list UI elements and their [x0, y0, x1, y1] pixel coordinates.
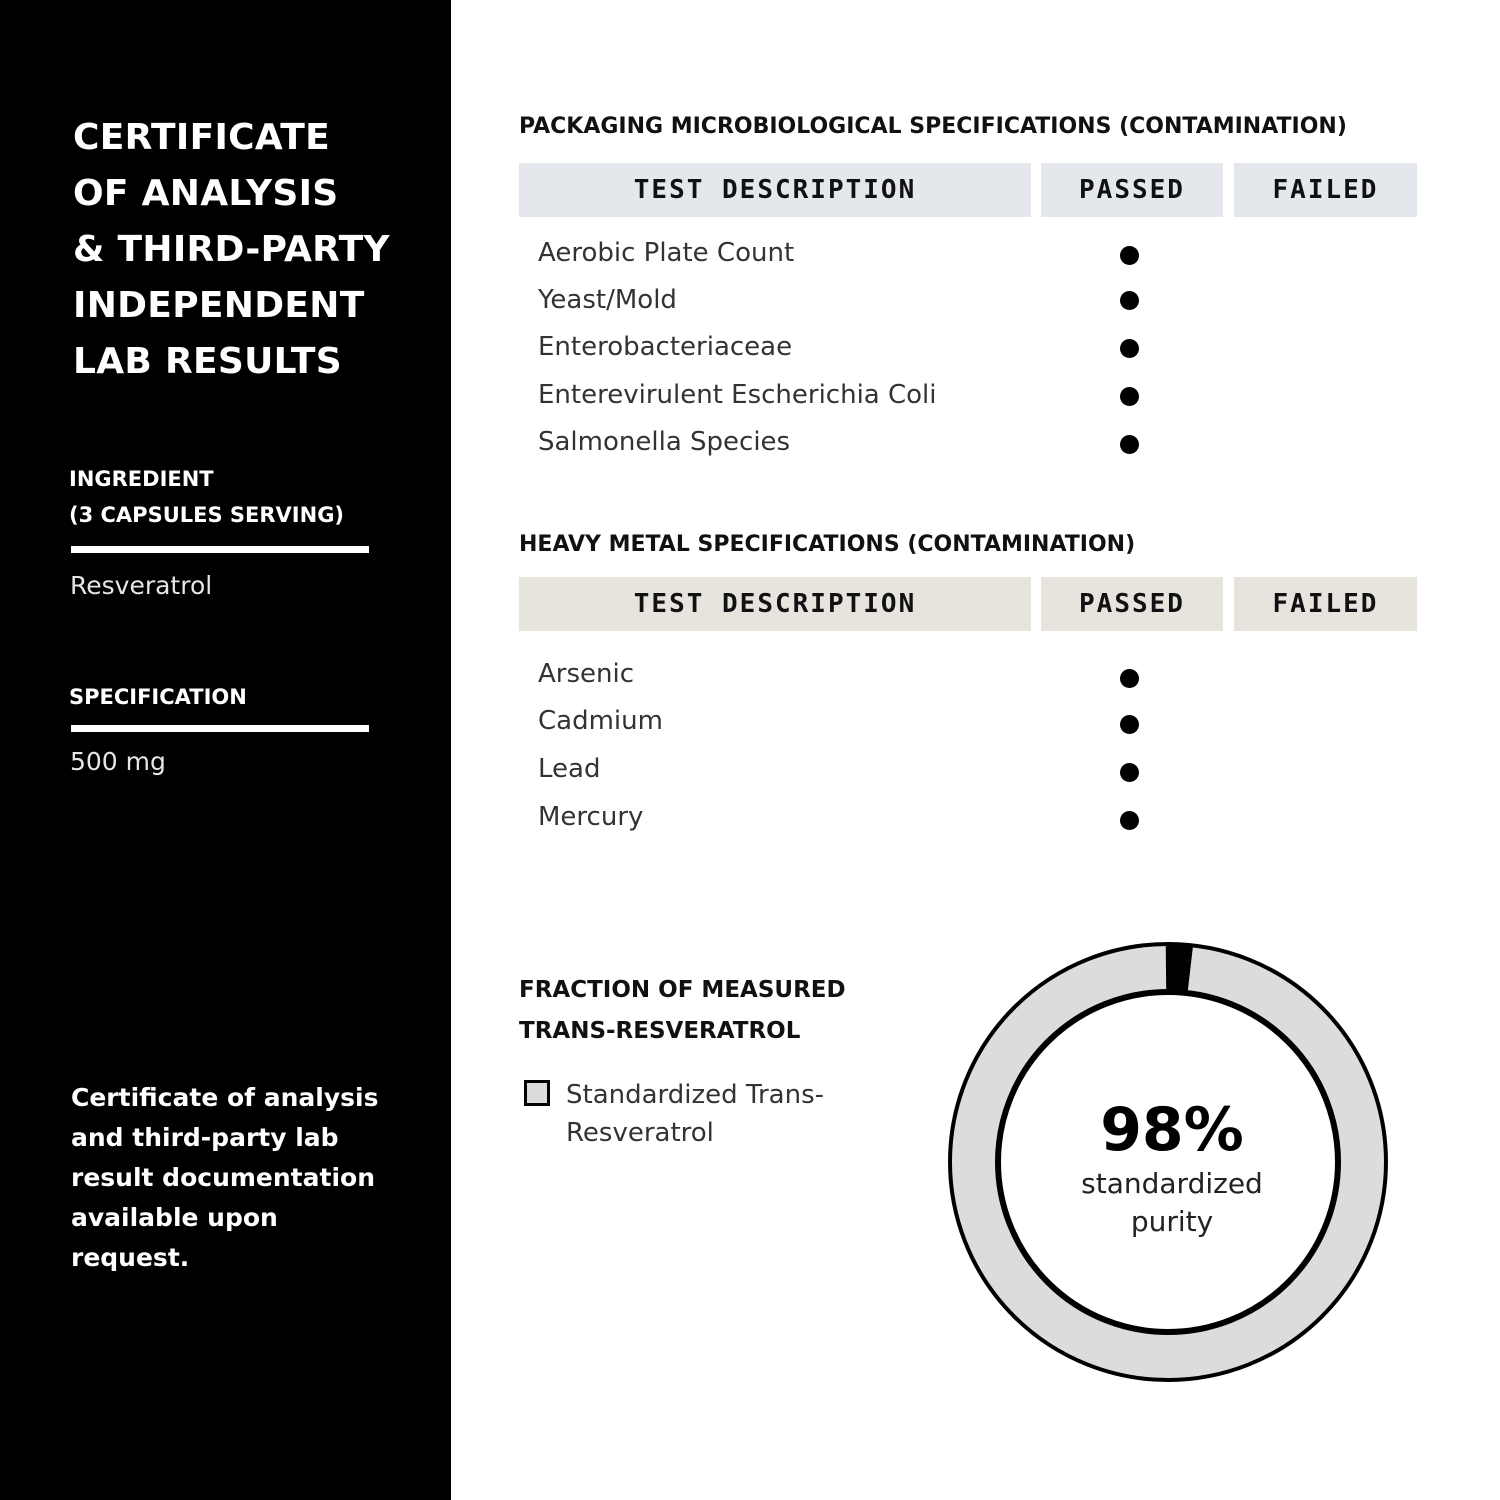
note-line: and third-party lab — [71, 1123, 339, 1152]
sidebar-title-line: CERTIFICATE — [73, 117, 330, 158]
fraction-section-title — [519, 970, 846, 1052]
specification-label: SPECIFICATION — [69, 685, 247, 709]
note-line: available upon — [71, 1203, 278, 1232]
purity-label-line: standardized — [1081, 1167, 1263, 1200]
note-line: request. — [71, 1243, 190, 1272]
micro-header-passed: PASSED — [1041, 163, 1223, 217]
metals-row-passed-dot — [1120, 715, 1139, 734]
micro-row-label: Enterevirulent Escherichia Coli — [538, 380, 937, 410]
donut-center-label — [1042, 1095, 1302, 1241]
legend-swatch — [524, 1080, 550, 1106]
purity-percentage: 98% — [1100, 1095, 1244, 1165]
metals-row-label: Cadmium — [538, 706, 663, 736]
metals-header-passed: PASSED — [1041, 577, 1223, 631]
metals-header-failed: FAILED — [1234, 577, 1417, 631]
sidebar — [0, 0, 451, 1500]
fraction-title-line: FRACTION OF MEASURED — [519, 977, 846, 1003]
sidebar-title-line: INDEPENDENT — [73, 285, 365, 326]
micro-row-label: Yeast/Mold — [538, 285, 677, 315]
note-line: Certificate of analysis — [71, 1083, 379, 1112]
micro-header-failed: FAILED — [1234, 163, 1417, 217]
sidebar-title-line: LAB RESULTS — [73, 341, 343, 382]
purity-label-line: purity — [1130, 1205, 1214, 1238]
micro-row-label: Aerobic Plate Count — [538, 238, 795, 268]
ingredient-label-line: (3 CAPSULES SERVING) — [69, 503, 345, 527]
ingredient-divider — [71, 546, 369, 553]
note-line: result documentation — [71, 1163, 375, 1192]
micro-row-passed-dot — [1120, 246, 1139, 265]
metals-row-label: Lead — [538, 754, 601, 784]
legend-label-line: Resveratrol — [566, 1118, 714, 1148]
micro-row-label: Salmonella Species — [538, 427, 791, 457]
micro-row-label: Enterobacteriaceae — [538, 332, 793, 362]
sidebar-title-line: & THIRD-PARTY — [73, 229, 390, 270]
metals-header-test: TEST DESCRIPTION — [519, 577, 1031, 631]
legend-label-line: Standardized Trans- — [566, 1080, 825, 1110]
ingredient-label — [69, 461, 344, 533]
micro-section-title: PACKAGING MICROBIOLOGICAL SPECIFICATIONS (CONTAMINATION) — [519, 114, 1347, 139]
micro-row-passed-dot — [1120, 435, 1139, 454]
fraction-title-line: TRANS-RESVERATROL — [519, 1018, 801, 1044]
metals-section-title: HEAVY METAL SPECIFICATIONS (CONTAMINATION) — [519, 532, 1136, 557]
metals-row-passed-dot — [1120, 669, 1139, 688]
sidebar-title — [73, 110, 433, 390]
metals-row-passed-dot — [1120, 763, 1139, 782]
metals-row-passed-dot — [1120, 811, 1139, 830]
micro-header-test: TEST DESCRIPTION — [519, 163, 1031, 217]
ingredient-label-line: INGREDIENT — [69, 467, 214, 491]
ingredient-value: Resveratrol — [70, 571, 213, 600]
legend-label — [566, 1076, 886, 1152]
availability-note — [71, 1078, 411, 1278]
sidebar-title-line: OF ANALYSIS — [73, 173, 339, 214]
micro-row-passed-dot — [1120, 339, 1139, 358]
specification-divider — [71, 725, 369, 732]
specification-value: 500 mg — [70, 747, 166, 776]
micro-row-passed-dot — [1120, 291, 1139, 310]
micro-row-passed-dot — [1120, 387, 1139, 406]
metals-row-label: Mercury — [538, 802, 644, 832]
metals-row-label: Arsenic — [538, 659, 635, 689]
